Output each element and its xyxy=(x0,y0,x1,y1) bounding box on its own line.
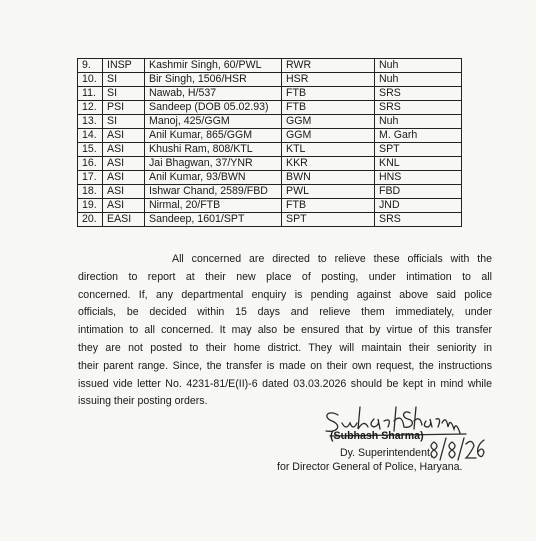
from-district-cell: PWL xyxy=(282,185,375,199)
to-district-cell: Nuh xyxy=(375,115,462,129)
name-cell: Sandeep (DOB 05.02.93) xyxy=(145,101,282,115)
name-cell: Kashmir Singh, 60/PWL xyxy=(145,59,282,73)
name-cell: Manoj, 425/GGM xyxy=(145,115,282,129)
to-district-cell: SRS xyxy=(375,213,462,227)
table-row xyxy=(78,157,462,171)
transfer-table xyxy=(77,58,462,227)
paragraph-line: their parent range. Since, the transfer is made on their own request, the instructions xyxy=(78,359,492,372)
rank-cell: SI xyxy=(103,115,145,129)
paragraph-line: issuing their posting orders. xyxy=(78,395,208,408)
to-district-cell: SRS xyxy=(375,101,462,115)
serial-cell: 20. xyxy=(78,213,103,227)
from-district-cell: FTB xyxy=(282,101,375,115)
paragraph-line: issued vide letter No. 4231-81/E(II)-6 dated 03.03.2026 should be kept in mind while xyxy=(78,377,492,390)
signatory-designation: Dy. Superintendent, xyxy=(340,447,433,459)
table-row xyxy=(78,73,462,87)
signatory-name: (Subhash Sharma) xyxy=(330,430,424,442)
serial-cell: 11. xyxy=(78,87,103,101)
name-cell: Anil Kumar, 93/BWN xyxy=(145,171,282,185)
paragraph-line: direction to report at their new place of posting, under intimation to all xyxy=(78,270,492,283)
from-district-cell: FTB xyxy=(282,87,375,101)
name-cell: Anil Kumar, 865/GGM xyxy=(145,129,282,143)
rank-cell: ASI xyxy=(103,157,145,171)
to-district-cell: JND xyxy=(375,199,462,213)
serial-cell: 18. xyxy=(78,185,103,199)
name-cell: Sandeep, 1601/SPT xyxy=(145,213,282,227)
table-row xyxy=(78,115,462,129)
rank-cell: PSI xyxy=(103,101,145,115)
serial-cell: 10. xyxy=(78,73,103,87)
serial-cell: 16. xyxy=(78,157,103,171)
table-row xyxy=(78,185,462,199)
from-district-cell: KTL xyxy=(282,143,375,157)
from-district-cell: HSR xyxy=(282,73,375,87)
name-cell: Khushi Ram, 808/KTL xyxy=(145,143,282,157)
from-district-cell: BWN xyxy=(282,171,375,185)
from-district-cell: SPT xyxy=(282,213,375,227)
from-district-cell: GGM xyxy=(282,129,375,143)
serial-cell: 15. xyxy=(78,143,103,157)
from-district-cell: FTB xyxy=(282,199,375,213)
table-row xyxy=(78,129,462,143)
rank-cell: SI xyxy=(103,87,145,101)
rank-cell: ASI xyxy=(103,143,145,157)
to-district-cell: Nuh xyxy=(375,59,462,73)
name-cell: Nawab, H/537 xyxy=(145,87,282,101)
paragraph-line: they are not posted to their home district. They will maintain their seniority in xyxy=(78,341,492,354)
table-row xyxy=(78,199,462,213)
instruction-paragraph xyxy=(78,251,492,411)
name-cell: Bir Singh, 1506/HSR xyxy=(145,73,282,87)
serial-cell: 9. xyxy=(78,59,103,73)
name-cell: Ishwar Chand, 2589/FBD xyxy=(145,185,282,199)
paragraph-line: concerned. If, any departmental enquiry is pending against above said police xyxy=(78,288,492,301)
rank-cell: ASI xyxy=(103,129,145,143)
table-row xyxy=(78,87,462,101)
to-district-cell: SRS xyxy=(375,87,462,101)
rank-cell: INSP xyxy=(103,59,145,73)
from-district-cell: RWR xyxy=(282,59,375,73)
rank-cell: ASI xyxy=(103,171,145,185)
paragraph-line: All concerned are directed to relieve these officials with the xyxy=(172,253,492,265)
to-district-cell: Nuh xyxy=(375,73,462,87)
to-district-cell: SPT xyxy=(375,143,462,157)
table-row xyxy=(78,143,462,157)
from-district-cell: KKR xyxy=(282,157,375,171)
serial-cell: 17. xyxy=(78,171,103,185)
to-district-cell: HNS xyxy=(375,171,462,185)
serial-cell: 12. xyxy=(78,101,103,115)
table-row xyxy=(78,59,462,73)
table-row xyxy=(78,213,462,227)
serial-cell: 14. xyxy=(78,129,103,143)
rank-cell: EASI xyxy=(103,213,145,227)
rank-cell: ASI xyxy=(103,185,145,199)
table-row xyxy=(78,101,462,115)
rank-cell: ASI xyxy=(103,199,145,213)
from-district-cell: GGM xyxy=(282,115,375,129)
to-district-cell: KNL xyxy=(375,157,462,171)
to-district-cell: FBD xyxy=(375,185,462,199)
rank-cell: SI xyxy=(103,73,145,87)
serial-cell: 19. xyxy=(78,199,103,213)
to-district-cell: M. Garh xyxy=(375,129,462,143)
signatory-office: for Director General of Police, Haryana. xyxy=(277,461,463,473)
table-row xyxy=(78,171,462,185)
paragraph-line: intimation to all concerned. It may also be ensured that by virtue of this transfer xyxy=(78,324,492,337)
name-cell: Nirmal, 20/FTB xyxy=(145,199,282,213)
serial-cell: 13. xyxy=(78,115,103,129)
handwritten-date xyxy=(426,436,486,462)
name-cell: Jai Bhagwan, 37/YNR xyxy=(145,157,282,171)
paragraph-line: officials, be decided within 15 days and relieve them immediately, under xyxy=(78,306,492,319)
